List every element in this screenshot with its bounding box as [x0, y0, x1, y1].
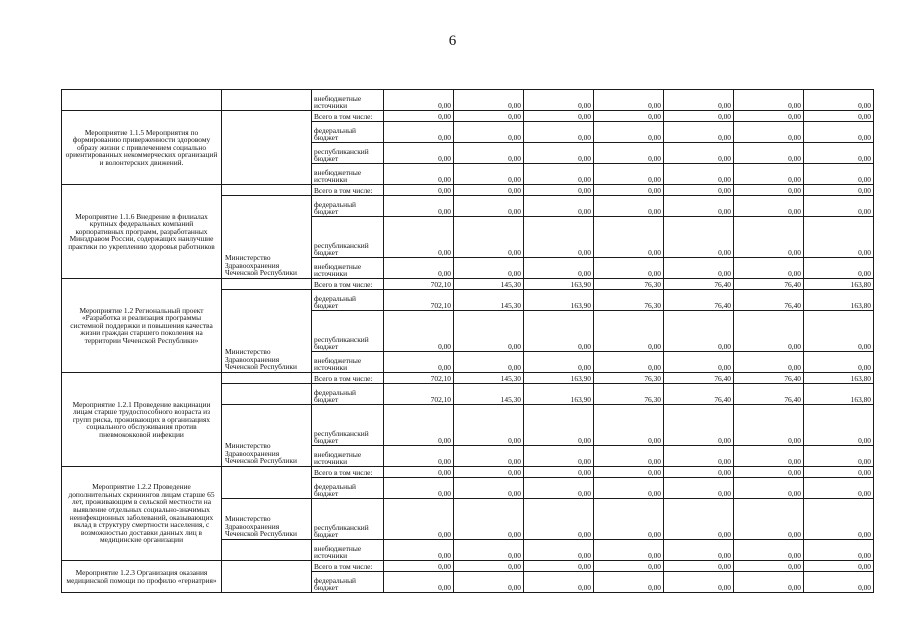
- table-row: [62, 561, 874, 572]
- amount-cell: 163,80: [804, 373, 874, 384]
- amount-cell: 163,90: [524, 384, 594, 405]
- amount-cell: 0,00: [664, 164, 734, 185]
- amount-cell: 0,00: [384, 499, 454, 540]
- amount-cell: 0,00: [454, 185, 524, 196]
- amount-cell: 0,00: [524, 143, 594, 164]
- executor-cell: Министерство Здравоохранения Чеченской Республики: [222, 499, 312, 540]
- amount-cell: 0,00: [734, 572, 804, 593]
- funding-source-cell: внебюджетные источники: [312, 352, 384, 373]
- amount-cell: 0,00: [804, 111, 874, 122]
- amount-cell: 0,00: [804, 311, 874, 352]
- amount-cell: 0,00: [454, 258, 524, 279]
- table-row: [62, 279, 874, 290]
- table-row: [62, 111, 874, 122]
- amount-cell: 0,00: [804, 478, 874, 499]
- amount-cell: 0,00: [594, 499, 664, 540]
- amount-cell: 163,80: [804, 290, 874, 311]
- amount-cell: 0,00: [594, 122, 664, 143]
- amount-cell: 0,00: [734, 111, 804, 122]
- amount-cell: 0,00: [454, 111, 524, 122]
- funding-source-cell: Всего в том числе:: [312, 561, 384, 572]
- amount-cell: 76,40: [734, 279, 804, 290]
- amount-cell: 0,00: [454, 572, 524, 593]
- amount-cell: 0,00: [804, 217, 874, 258]
- amount-cell: 0,00: [664, 311, 734, 352]
- amount-cell: 0,00: [804, 258, 874, 279]
- amount-cell: 0,00: [804, 405, 874, 446]
- amount-cell: 0,00: [384, 143, 454, 164]
- activity-cell: Мероприятие 1.2.3 Организация оказания медицинской помощи по профилю «гериатрия»: [62, 561, 222, 593]
- amount-cell: 0,00: [664, 499, 734, 540]
- amount-cell: 0,00: [664, 122, 734, 143]
- funding-source-cell: Всего в том числе:: [312, 467, 384, 478]
- amount-cell: 0,00: [454, 90, 524, 111]
- executor-cell: [222, 384, 312, 405]
- amount-cell: 0,00: [454, 122, 524, 143]
- amount-cell: 0,00: [524, 122, 594, 143]
- amount-cell: 0,00: [664, 405, 734, 446]
- amount-cell: 76,40: [664, 290, 734, 311]
- amount-cell: 145,30: [454, 290, 524, 311]
- amount-cell: 0,00: [524, 572, 594, 593]
- amount-cell: 0,00: [734, 143, 804, 164]
- amount-cell: 0,00: [454, 311, 524, 352]
- amount-cell: 0,00: [524, 352, 594, 373]
- amount-cell: 0,00: [664, 540, 734, 561]
- amount-cell: 0,00: [454, 540, 524, 561]
- activity-cell: Мероприятие 1.2.1 Проведение вакцинации лицам старше трудоспособного возраста из групп риска, проживающих в организациях социального обслуживания против пневмококковой инфекции: [62, 373, 222, 467]
- amount-cell: 0,00: [594, 561, 664, 572]
- amount-cell: 0,00: [384, 111, 454, 122]
- amount-cell: 0,00: [384, 467, 454, 478]
- amount-cell: 0,00: [664, 196, 734, 217]
- amount-cell: 76,30: [594, 279, 664, 290]
- amount-cell: 0,00: [664, 258, 734, 279]
- amount-cell: 0,00: [804, 352, 874, 373]
- funding-source-cell: федеральный бюджет: [312, 478, 384, 499]
- executor-cell: [222, 373, 312, 384]
- amount-cell: 0,00: [664, 572, 734, 593]
- table-row: [62, 90, 874, 111]
- funding-source-cell: республиканский бюджет: [312, 499, 384, 540]
- executor-cell: [222, 561, 312, 593]
- amount-cell: 76,40: [664, 279, 734, 290]
- amount-cell: 0,00: [384, 185, 454, 196]
- amount-cell: 0,00: [524, 111, 594, 122]
- amount-cell: 0,00: [384, 311, 454, 352]
- amount-cell: 0,00: [804, 90, 874, 111]
- amount-cell: 0,00: [594, 311, 664, 352]
- amount-cell: 0,00: [454, 217, 524, 258]
- amount-cell: 0,00: [804, 185, 874, 196]
- amount-cell: 0,00: [594, 185, 664, 196]
- funding-table: [61, 89, 874, 593]
- executor-cell: [222, 90, 312, 111]
- amount-cell: 163,90: [524, 279, 594, 290]
- activity-cell: Мероприятие 1.2 Региональный проект «Разработка и реализация программы системной поддержки и повышения качества жизни граждан старшего поколения на территории Чеченской Республики»: [62, 279, 222, 373]
- amount-cell: 0,00: [594, 352, 664, 373]
- amount-cell: 0,00: [594, 143, 664, 164]
- amount-cell: 0,00: [524, 499, 594, 540]
- amount-cell: 0,00: [594, 90, 664, 111]
- funding-source-cell: Всего в том числе:: [312, 111, 384, 122]
- amount-cell: 0,00: [734, 196, 804, 217]
- amount-cell: 0,00: [594, 540, 664, 561]
- amount-cell: 0,00: [454, 352, 524, 373]
- amount-cell: 0,00: [664, 467, 734, 478]
- amount-cell: 76,30: [594, 384, 664, 405]
- funding-source-cell: федеральный бюджет: [312, 290, 384, 311]
- amount-cell: 0,00: [524, 258, 594, 279]
- funding-source-cell: Всего в том числе:: [312, 185, 384, 196]
- executor-cell: [222, 185, 312, 196]
- amount-cell: 0,00: [804, 561, 874, 572]
- amount-cell: 0,00: [384, 196, 454, 217]
- funding-source-cell: республиканский бюджет: [312, 405, 384, 446]
- funding-source-cell: внебюджетные источники: [312, 90, 384, 111]
- amount-cell: 163,80: [804, 279, 874, 290]
- amount-cell: 0,00: [734, 90, 804, 111]
- amount-cell: 0,00: [804, 196, 874, 217]
- amount-cell: 0,00: [734, 446, 804, 467]
- amount-cell: 0,00: [664, 185, 734, 196]
- amount-cell: 0,00: [664, 143, 734, 164]
- funding-source-cell: внебюджетные источники: [312, 540, 384, 561]
- amount-cell: 0,00: [594, 572, 664, 593]
- funding-source-cell: Всего в том числе:: [312, 279, 384, 290]
- executor-cell: [222, 279, 312, 290]
- amount-cell: 0,00: [594, 164, 664, 185]
- funding-source-cell: республиканский бюджет: [312, 217, 384, 258]
- amount-cell: 0,00: [734, 258, 804, 279]
- amount-cell: 76,30: [594, 290, 664, 311]
- amount-cell: 0,00: [734, 122, 804, 143]
- amount-cell: 0,00: [384, 164, 454, 185]
- amount-cell: 0,00: [664, 478, 734, 499]
- funding-source-cell: федеральный бюджет: [312, 122, 384, 143]
- amount-cell: 0,00: [524, 561, 594, 572]
- amount-cell: 0,00: [454, 143, 524, 164]
- amount-cell: 0,00: [804, 540, 874, 561]
- amount-cell: 0,00: [734, 185, 804, 196]
- amount-cell: 0,00: [384, 405, 454, 446]
- amount-cell: 0,00: [384, 478, 454, 499]
- amount-cell: 76,40: [734, 373, 804, 384]
- table-row: [62, 373, 874, 384]
- amount-cell: 0,00: [734, 217, 804, 258]
- amount-cell: 0,00: [524, 217, 594, 258]
- amount-cell: 0,00: [594, 446, 664, 467]
- executor-cell: [222, 540, 312, 561]
- amount-cell: 0,00: [664, 446, 734, 467]
- amount-cell: 702,10: [384, 373, 454, 384]
- amount-cell: 0,00: [804, 143, 874, 164]
- page-number: 6: [448, 33, 457, 49]
- amount-cell: 0,00: [524, 311, 594, 352]
- amount-cell: 145,30: [454, 384, 524, 405]
- amount-cell: 0,00: [524, 467, 594, 478]
- amount-cell: 0,00: [454, 446, 524, 467]
- amount-cell: 0,00: [734, 405, 804, 446]
- amount-cell: 0,00: [454, 499, 524, 540]
- amount-cell: 0,00: [734, 540, 804, 561]
- amount-cell: 0,00: [384, 122, 454, 143]
- funding-source-cell: внебюджетные источники: [312, 258, 384, 279]
- activity-cell: Мероприятие 1.1.6 Внедрение в филиалах крупных федеральных компаний корпоративных программ, разработанных Минздравом России, содержащих наилучшие практики по укреплению здоровья работников: [62, 185, 222, 279]
- amount-cell: 0,00: [524, 478, 594, 499]
- amount-cell: 0,00: [594, 196, 664, 217]
- amount-cell: 0,00: [384, 540, 454, 561]
- executor-cell: [222, 111, 312, 185]
- amount-cell: 0,00: [384, 446, 454, 467]
- funding-source-cell: республиканский бюджет: [312, 311, 384, 352]
- amount-cell: 0,00: [734, 499, 804, 540]
- activity-cell: Мероприятие 1.2.2 Проведение дополнительных скринингов лицам старше 65 лет, проживающим в сельской местности на выявление отдельных социально-значимых неинфекционных заболеваний, оказывающих вклад в структуру смертности населения, с возможностью доставки данных лиц в медицинские организации: [62, 467, 222, 561]
- amount-cell: 0,00: [524, 196, 594, 217]
- amount-cell: 0,00: [384, 90, 454, 111]
- amount-cell: 0,00: [384, 561, 454, 572]
- amount-cell: 0,00: [664, 561, 734, 572]
- funding-source-cell: внебюджетные источники: [312, 446, 384, 467]
- amount-cell: 0,00: [804, 572, 874, 593]
- amount-cell: 0,00: [594, 478, 664, 499]
- amount-cell: 0,00: [384, 258, 454, 279]
- amount-cell: 0,00: [594, 258, 664, 279]
- amount-cell: 76,40: [664, 373, 734, 384]
- table-row: [62, 185, 874, 196]
- amount-cell: 163,90: [524, 373, 594, 384]
- funding-source-cell: Всего в том числе:: [312, 373, 384, 384]
- amount-cell: 0,00: [594, 217, 664, 258]
- amount-cell: 0,00: [524, 540, 594, 561]
- amount-cell: 0,00: [734, 467, 804, 478]
- funding-source-cell: федеральный бюджет: [312, 196, 384, 217]
- amount-cell: 163,90: [524, 290, 594, 311]
- amount-cell: 0,00: [594, 405, 664, 446]
- amount-cell: 163,80: [804, 384, 874, 405]
- amount-cell: 0,00: [524, 90, 594, 111]
- amount-cell: 0,00: [734, 561, 804, 572]
- amount-cell: 76,40: [664, 384, 734, 405]
- amount-cell: 702,10: [384, 384, 454, 405]
- executor-cell: Министерство Здравоохранения Чеченской Республики: [222, 196, 312, 279]
- amount-cell: 76,40: [734, 290, 804, 311]
- executor-cell: [222, 467, 312, 499]
- amount-cell: 0,00: [734, 164, 804, 185]
- funding-source-cell: республиканский бюджет: [312, 143, 384, 164]
- executor-cell: Министерство Здравоохранения Чеченской Республики: [222, 290, 312, 373]
- amount-cell: 0,00: [594, 467, 664, 478]
- amount-cell: 0,00: [524, 164, 594, 185]
- amount-cell: 0,00: [664, 90, 734, 111]
- activity-cell: [62, 90, 222, 111]
- amount-cell: 0,00: [804, 467, 874, 478]
- amount-cell: 0,00: [734, 311, 804, 352]
- amount-cell: 0,00: [454, 405, 524, 446]
- amount-cell: 0,00: [524, 405, 594, 446]
- amount-cell: 0,00: [384, 217, 454, 258]
- amount-cell: 702,10: [384, 279, 454, 290]
- amount-cell: 0,00: [804, 164, 874, 185]
- amount-cell: 0,00: [664, 352, 734, 373]
- table-body: [62, 90, 874, 593]
- amount-cell: 0,00: [664, 217, 734, 258]
- amount-cell: 145,30: [454, 279, 524, 290]
- amount-cell: 0,00: [594, 111, 664, 122]
- amount-cell: 0,00: [454, 164, 524, 185]
- amount-cell: 0,00: [734, 478, 804, 499]
- amount-cell: 0,00: [384, 572, 454, 593]
- amount-cell: 0,00: [454, 196, 524, 217]
- amount-cell: 0,00: [664, 111, 734, 122]
- activity-cell: Мероприятие 1.1.5 Мероприятия по формированию приверженности здоровому образу жизни с привлечением социально ориентированных некоммерческих организаций и волонтерских движений.: [62, 111, 222, 185]
- amount-cell: 0,00: [454, 478, 524, 499]
- amount-cell: 145,30: [454, 373, 524, 384]
- funding-source-cell: внебюджетные источники: [312, 164, 384, 185]
- amount-cell: 702,10: [384, 290, 454, 311]
- amount-cell: 0,00: [524, 185, 594, 196]
- amount-cell: 0,00: [524, 446, 594, 467]
- amount-cell: 0,00: [384, 352, 454, 373]
- amount-cell: 0,00: [734, 352, 804, 373]
- amount-cell: 76,30: [594, 373, 664, 384]
- amount-cell: 0,00: [454, 467, 524, 478]
- executor-cell: Министерство Здравоохранения Чеченской Республики: [222, 405, 312, 467]
- amount-cell: 76,40: [734, 384, 804, 405]
- amount-cell: 0,00: [454, 561, 524, 572]
- funding-source-cell: федеральный бюджет: [312, 572, 384, 593]
- table-row: [62, 467, 874, 478]
- amount-cell: 0,00: [804, 446, 874, 467]
- amount-cell: 0,00: [804, 122, 874, 143]
- amount-cell: 0,00: [804, 499, 874, 540]
- funding-source-cell: федеральный бюджет: [312, 384, 384, 405]
